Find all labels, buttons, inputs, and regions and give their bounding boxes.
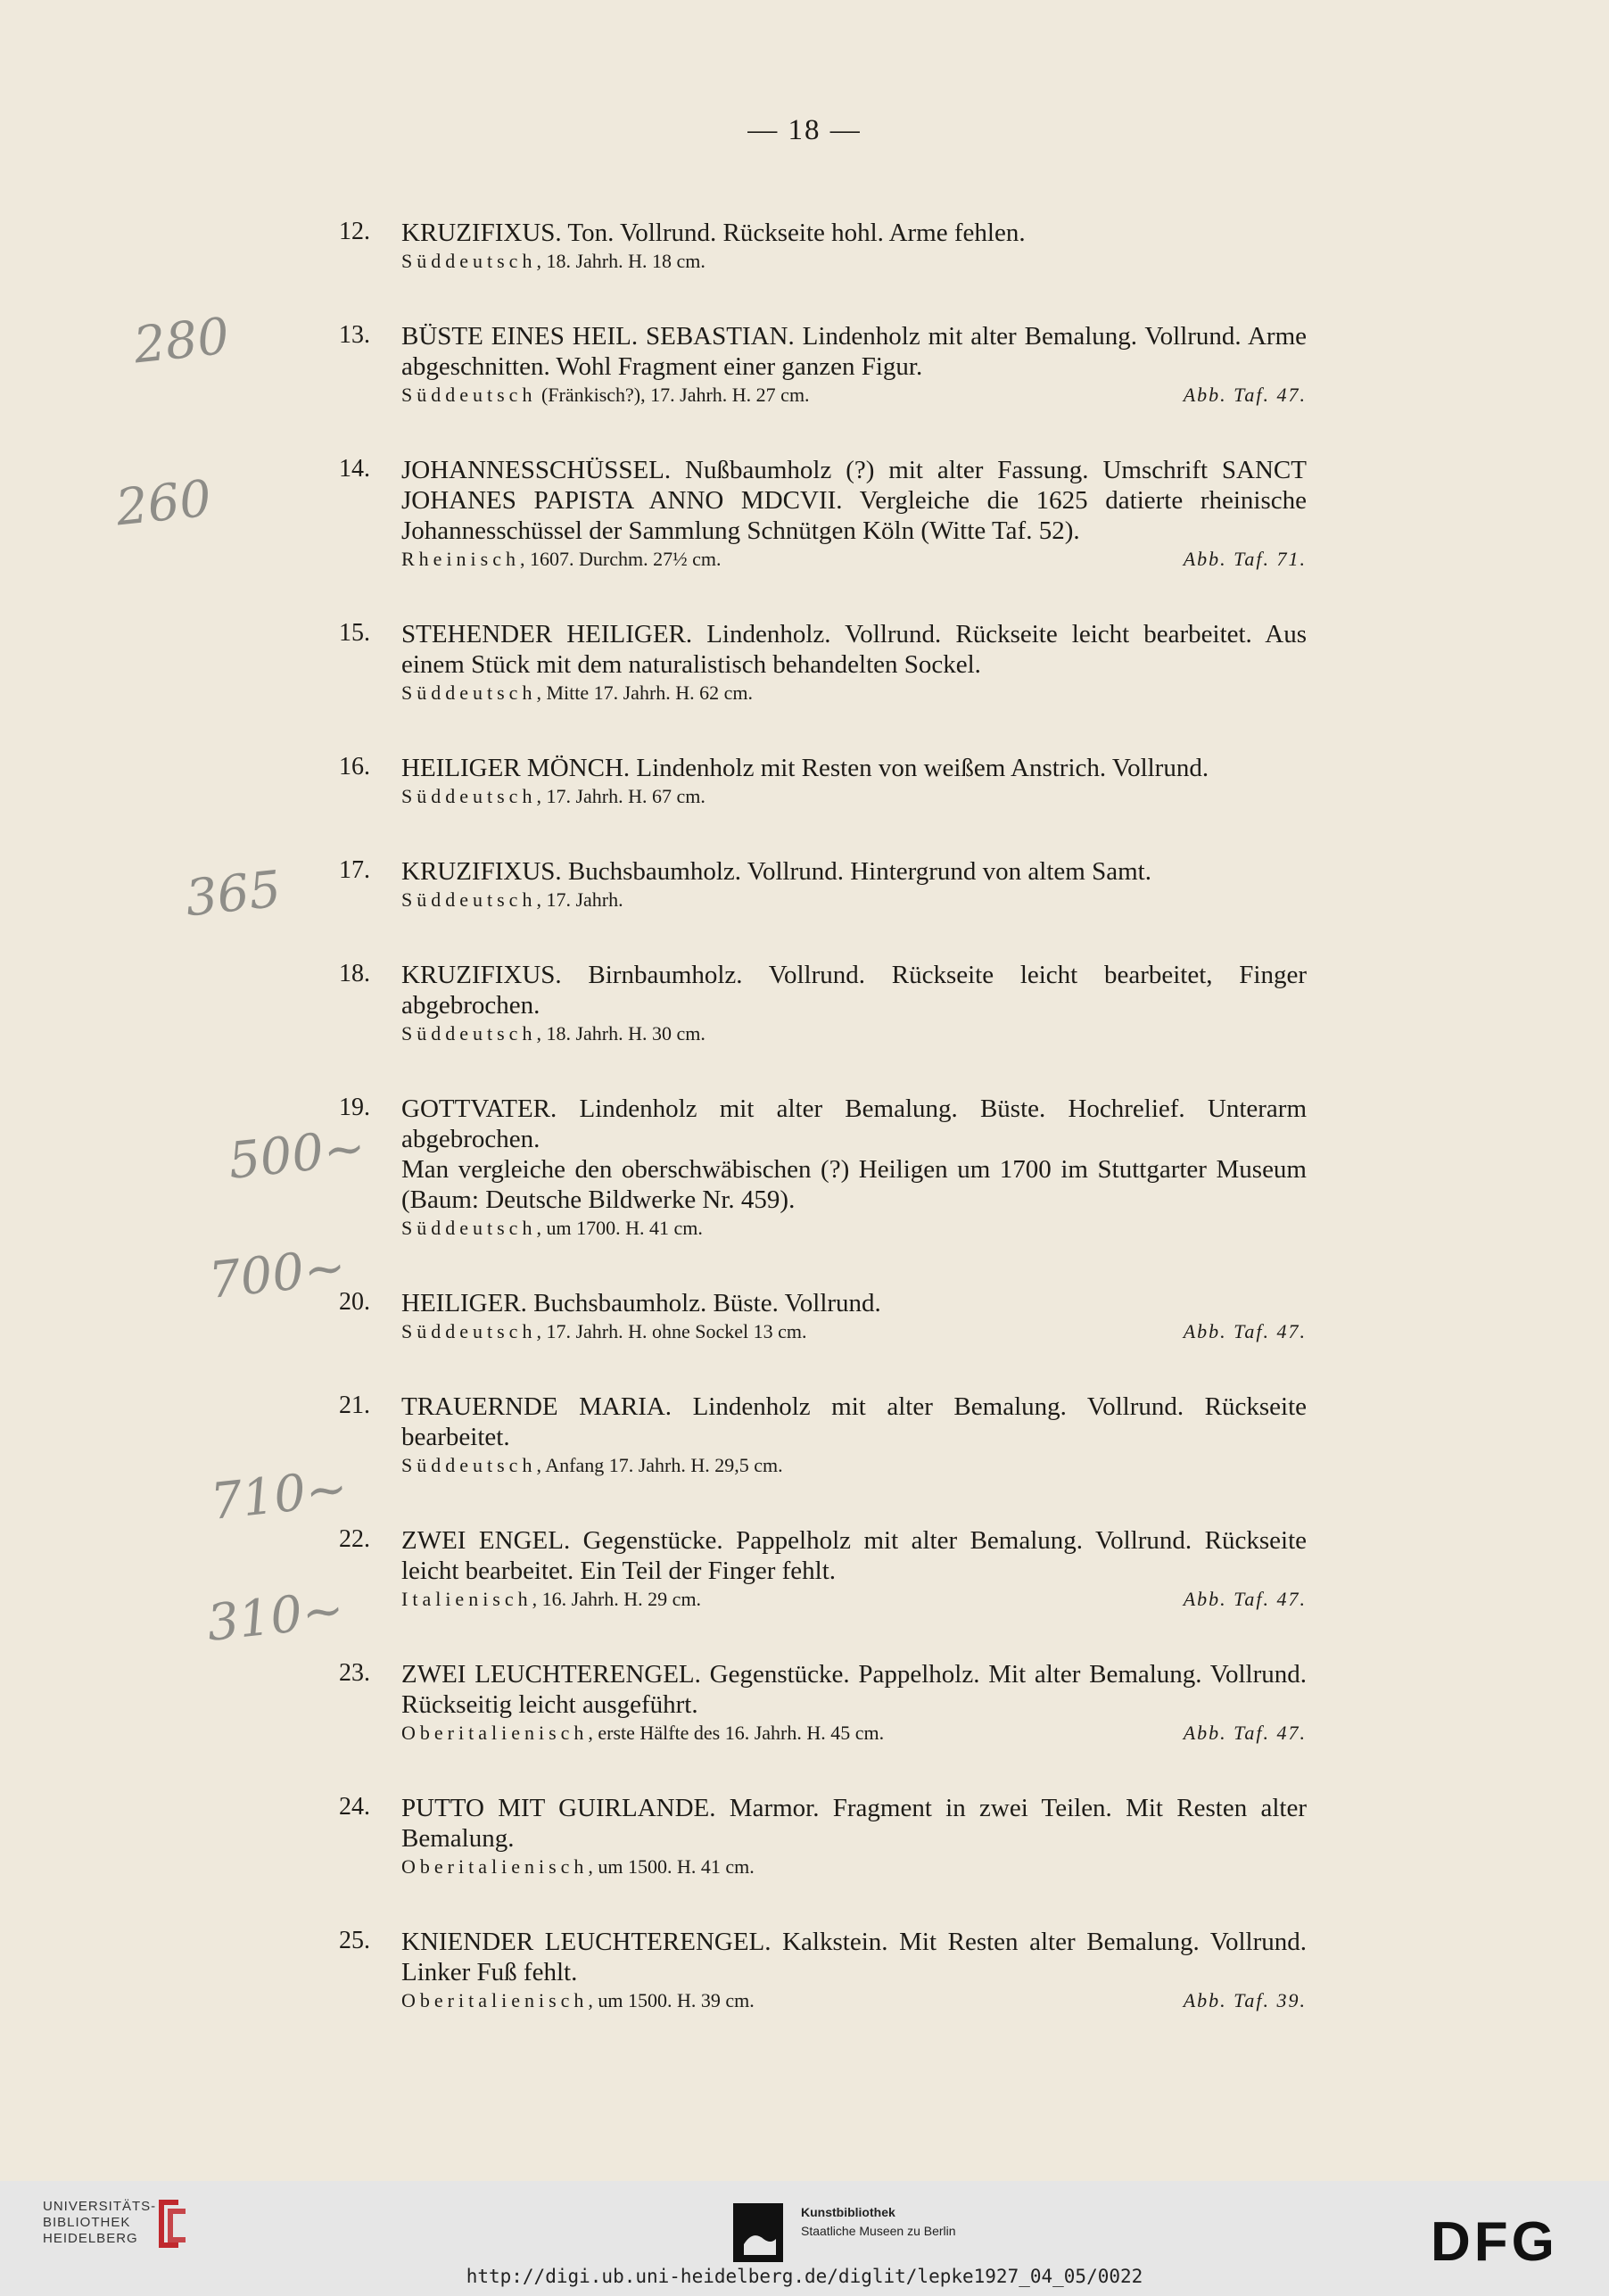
kb-title: Kunstbibliothek xyxy=(801,2205,895,2219)
entry-details: , erste Hälfte des 16. Jahrh. H. 45 cm. xyxy=(588,1722,885,1744)
catalog-entry xyxy=(339,1793,1307,1880)
entry-number: 23. xyxy=(339,1659,370,1687)
catalog-entry xyxy=(339,321,1307,409)
entry-number: 15. xyxy=(339,619,370,647)
page-number: — 18 — xyxy=(747,114,862,146)
entry-provenance xyxy=(401,248,705,275)
library-line: UNIVERSITÄTS- xyxy=(43,2199,157,2214)
university-library-icon xyxy=(152,2196,193,2251)
entry-details: , 1607. Durchm. 27½ cm. xyxy=(520,548,722,570)
entry-provenance xyxy=(401,1720,884,1747)
entry-plate-reference: Abb. Taf. 47. xyxy=(1183,1320,1307,1342)
catalog-entry xyxy=(339,1392,1307,1479)
pencil-note: 700~ xyxy=(206,1238,349,1310)
entry-number: 24. xyxy=(339,1793,370,1821)
catalog-entry xyxy=(339,1525,1307,1613)
entry-meta xyxy=(401,1215,1307,1242)
entry-details: , 18. Jahrh. H. 30 cm. xyxy=(536,1022,705,1045)
entry-number: 16. xyxy=(339,753,370,780)
entry-provenance xyxy=(401,1987,755,2014)
entry-origin: Oberitalienisch xyxy=(401,1722,589,1744)
entry-description: ZWEI LEUCHTERENGEL. Gegenstücke. Pappelholz. Mit alter Bemalung. Vollrund. Rückseitig leicht ausgeführt. xyxy=(401,1660,1307,1719)
entry-meta xyxy=(401,1586,1307,1613)
entry-description: KRUZIFIXUS. Birnbaumholz. Vollrund. Rückseite leicht bearbeitet, Finger abgebrochen. xyxy=(401,961,1307,1020)
catalog-entry xyxy=(339,1288,1307,1345)
entry-meta xyxy=(401,248,1307,275)
pencil-note: 260 xyxy=(112,469,214,538)
entry-provenance xyxy=(401,783,705,810)
entry-provenance xyxy=(401,1452,783,1479)
entry-number: 13. xyxy=(339,321,370,349)
entry-origin: Süddeutsch xyxy=(401,1022,537,1045)
entry-description: BÜSTE EINES HEIL. SEBASTIAN. Lindenholz mit alter Bemalung. Vollrund. Arme abgeschnitten. Wohl Fragment einer ganzen Figur. xyxy=(401,322,1307,381)
entry-number: 18. xyxy=(339,960,370,987)
pencil-note: 500~ xyxy=(226,1119,368,1191)
entry-details: , 17. Jahrh. H. ohne Sockel 13 cm. xyxy=(536,1320,807,1342)
entry-details: , um 1500. H. 41 cm. xyxy=(588,1855,755,1878)
entry-number: 19. xyxy=(339,1094,370,1121)
entry-provenance xyxy=(401,1318,807,1345)
entry-description: PUTTO MIT GUIRLANDE. Marmor. Fragment in zwei Teilen. Mit Resten alter Bemalung. xyxy=(401,1794,1307,1853)
entry-details: , 17. Jahrh. H. 67 cm. xyxy=(536,785,705,807)
entry-description: JOHANNESSCHÜSSEL. Nußbaumholz (?) mit alter Fassung. Umschrift SANCT JOHANES PAPISTA ANNO MDCVII. Vergleiche die 1625 datierte rheinische Johannesschüssel der Sammlung Schnütgen Köln (Witte Taf. 52). xyxy=(401,456,1307,545)
page-url[interactable]: http://digi.ub.uni-heidelberg.de/diglit/lepke1927_04_05/0022 xyxy=(466,2266,1143,2287)
entry-note: Man vergleiche den oberschwäbischen (?) Heiligen um 1700 im Stuttgarter Museum (Baum: Deutsche Bildwerke Nr. 459). xyxy=(401,1155,1307,1214)
entry-origin: Italienisch xyxy=(401,1588,532,1610)
entry-plate-reference: Abb. Taf. 47. xyxy=(1183,1722,1307,1744)
entry-origin: Süddeutsch xyxy=(401,384,537,406)
kb-subtitle: Staatliche Museen zu Berlin xyxy=(801,2224,956,2238)
entry-origin: Süddeutsch xyxy=(401,1217,537,1239)
entry-description: KNIENDER LEUCHTERENGEL. Kalkstein. Mit Resten alter Bemalung. Vollrund. Linker Fuß fehlt. xyxy=(401,1928,1307,1986)
entry-origin: Süddeutsch xyxy=(401,1320,537,1342)
entry-provenance xyxy=(401,680,753,706)
entry-description: STEHENDER HEILIGER. Lindenholz. Vollrund. Rückseite leicht bearbeitet. Aus einem Stück mit dem naturalistisch behandelten Sockel. xyxy=(401,620,1307,679)
catalog-entry xyxy=(339,1659,1307,1747)
entry-meta xyxy=(401,382,1307,409)
entry-meta xyxy=(401,1020,1307,1047)
entry-description: HEILIGER. Buchsbaumholz. Büste. Vollrund. xyxy=(401,1289,881,1317)
entry-provenance xyxy=(401,546,721,573)
entry-details: (Fränkisch?), 17. Jahrh. H. 27 cm. xyxy=(536,384,810,406)
entry-details: , 17. Jahrh. xyxy=(536,888,623,911)
catalog-entry xyxy=(339,1927,1307,2014)
entry-origin: Oberitalienisch xyxy=(401,1989,589,2011)
entry-number: 20. xyxy=(339,1288,370,1316)
catalog-entry xyxy=(339,455,1307,573)
entry-plate-reference: Abb. Taf. 47. xyxy=(1183,384,1307,406)
entry-description: TRAUERNDE MARIA. Lindenholz mit alter Bemalung. Vollrund. Rückseite bearbeitet. xyxy=(401,1392,1307,1451)
entry-meta xyxy=(401,1452,1307,1479)
entry-details: , um 1500. H. 39 cm. xyxy=(588,1989,755,2011)
entry-number: 22. xyxy=(339,1525,370,1553)
catalog-entry xyxy=(339,1094,1307,1242)
catalog-entries xyxy=(339,218,1307,2061)
entry-details: , 18. Jahrh. H. 18 cm. xyxy=(536,250,705,272)
library-line: HEIDELBERG xyxy=(43,2231,138,2246)
entry-number: 17. xyxy=(339,856,370,884)
entry-number: 25. xyxy=(339,1927,370,1954)
entry-provenance xyxy=(401,382,810,409)
entry-details: , 16. Jahrh. H. 29 cm. xyxy=(532,1588,702,1610)
entry-number: 21. xyxy=(339,1392,370,1419)
entry-origin: Rheinisch xyxy=(401,548,520,570)
entry-provenance xyxy=(401,1020,705,1047)
entry-provenance xyxy=(401,1854,755,1880)
entry-description: HEILIGER MÖNCH. Lindenholz mit Resten von weißem Anstrich. Vollrund. xyxy=(401,754,1209,782)
entry-plate-reference: Abb. Taf. 39. xyxy=(1183,1989,1307,2011)
entry-description: ZWEI ENGEL. Gegenstücke. Pappelholz mit alter Bemalung. Vollrund. Rückseite leicht bearbeitet. Ein Teil der Finger fehlt. xyxy=(401,1526,1307,1585)
entry-provenance xyxy=(401,887,623,913)
entry-origin: Süddeutsch xyxy=(401,681,537,704)
entry-plate-reference: Abb. Taf. 47. xyxy=(1183,1588,1307,1610)
entry-meta xyxy=(401,783,1307,810)
kunstbibliothek-icon[interactable] xyxy=(733,2203,783,2262)
entry-origin: Süddeutsch xyxy=(401,1454,537,1476)
entry-meta xyxy=(401,1318,1307,1345)
entry-origin: Süddeutsch xyxy=(401,250,537,272)
library-line: BIBLIOTHEK xyxy=(43,2215,131,2230)
entry-meta xyxy=(401,1720,1307,1747)
entry-plate-reference: Abb. Taf. 71. xyxy=(1183,548,1307,570)
entry-meta xyxy=(401,887,1307,913)
entry-description: GOTTVATER. Lindenholz mit alter Bemalung. Büste. Hochrelief. Unterarm abgebrochen. xyxy=(401,1094,1307,1153)
entry-number: 14. xyxy=(339,455,370,483)
pencil-note: 310~ xyxy=(204,1581,347,1653)
kunstbibliothek-label xyxy=(801,2203,956,2241)
entry-meta xyxy=(401,680,1307,706)
entry-provenance xyxy=(401,1586,701,1613)
entry-meta xyxy=(401,1987,1307,2014)
catalog-entry xyxy=(339,619,1307,706)
entry-details: , Anfang 17. Jahrh. H. 29,5 cm. xyxy=(536,1454,783,1476)
entry-origin: Süddeutsch xyxy=(401,785,537,807)
entry-description: KRUZIFIXUS. Ton. Vollrund. Rückseite hohl. Arme fehlen. xyxy=(401,219,1026,247)
pencil-note: 365 xyxy=(182,860,284,929)
catalog-entry xyxy=(339,960,1307,1047)
entry-description: KRUZIFIXUS. Buchsbaumholz. Vollrund. Hintergrund von altem Samt. xyxy=(401,857,1151,886)
entry-number: 12. xyxy=(339,218,370,245)
dfg-logo[interactable]: DFG xyxy=(1431,2211,1558,2273)
entry-origin: Süddeutsch xyxy=(401,888,537,911)
pencil-note: 280 xyxy=(130,307,232,376)
catalog-entry xyxy=(339,753,1307,810)
entry-details: , Mitte 17. Jahrh. H. 62 cm. xyxy=(536,681,754,704)
entry-meta xyxy=(401,1854,1307,1880)
catalog-entry xyxy=(339,218,1307,275)
pencil-note: 710~ xyxy=(208,1459,351,1532)
entry-meta xyxy=(401,546,1307,573)
catalog-entry xyxy=(339,856,1307,913)
entry-provenance xyxy=(401,1215,703,1242)
entry-origin: Oberitalienisch xyxy=(401,1855,589,1878)
entry-details: , um 1700. H. 41 cm. xyxy=(536,1217,703,1239)
